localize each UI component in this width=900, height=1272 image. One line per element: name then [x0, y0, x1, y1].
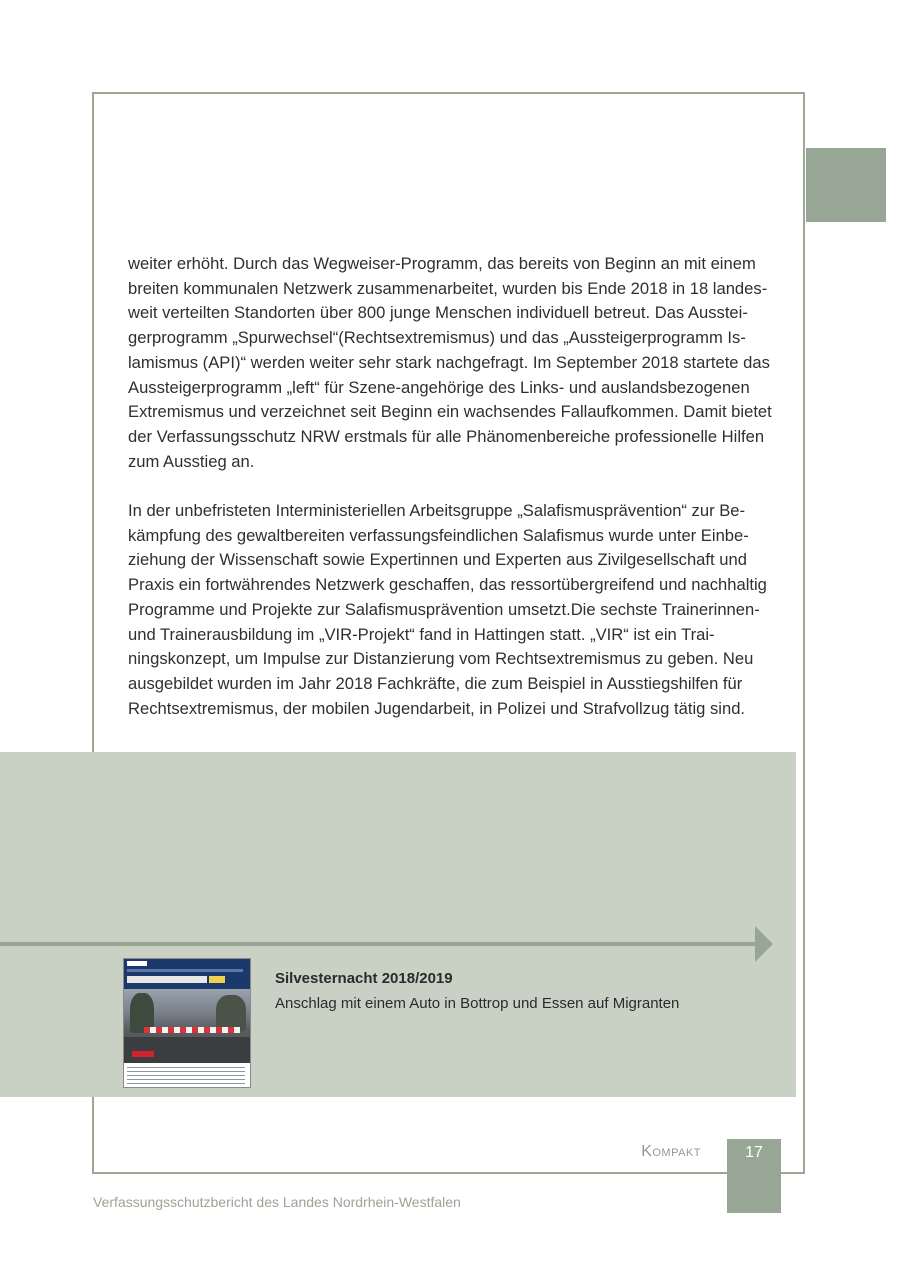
thumbnail-nav: [127, 969, 243, 972]
arrow-line: [0, 942, 758, 946]
arrow-right-icon: [755, 926, 773, 962]
thumbnail-logo: [127, 961, 147, 966]
thumbnail-tree-right: [216, 995, 246, 1031]
page-number: 17: [745, 1144, 763, 1161]
info-box-title: Silvesternacht 2018/2019: [275, 970, 453, 987]
thumbnail-button: [209, 976, 225, 983]
page-number-box: [727, 1139, 781, 1213]
running-head: Kompakt: [641, 1143, 701, 1160]
thumbnail-road: [124, 1037, 250, 1063]
thumbnail-text-lines: [127, 1067, 245, 1085]
paragraph-1: weiter erhöht. Durch das Wegweiser-Programm, das bereits von Beginn an mit einem breiten kommunalen Netzwerk zusammenarbeitet, wurden bis Ende 2018 in 18 landesweit verteilten Standorten über 800 junge Menschen individuell betreut. Das Aussteigerprogramm „Spurwechsel“(Rechtsextremismus) und das „Aussteigerprogramm Islamismus (API)“ werden weiter sehr stark nachgefragt. Im September 2018 startete das Aussteigerprogramm „left“ für Szene‑angehörige des Links- und auslandsbezogenen Extremismus und verzeichnet seit Beginn ein wachsendes Fallaufkommen. Damit bietet der Verfassungsschutz NRW erstmals für alle Phänomenbereiche professionelle Hilfen zum Ausstieg an.: [128, 254, 772, 471]
main-text: [128, 252, 788, 721]
side-tab-marker: [806, 148, 886, 222]
thumbnail-barrier: [144, 1027, 240, 1033]
website-screenshot-thumbnail: [123, 958, 251, 1088]
publication-footer: Verfassungsschutzbericht des Landes Nordrhein-Westfalen: [93, 1194, 461, 1210]
thumbnail-search: [127, 976, 207, 983]
info-band: [0, 752, 796, 1097]
info-box-subtitle: Anschlag mit einem Auto in Bottrop und Essen auf Migranten: [275, 995, 680, 1012]
paragraph-2: In der unbefristeten Interministeriellen Arbeitsgruppe „Salafismusprävention“ zur Bekämpfung des gewaltbereiten verfassungsfeindlichen Salafismus wurde unter Einbeziehung der Wissenschaft sowie Expertinnen und Experten aus Zivilgesellschaft und Praxis ein fortwährendes Netzwerk geschaffen, das ressortübergreifend und nachhaltig Programme und Projekte zur Salafismusprävention umsetzt.Die sechste Trainerinnen- und Trainerausbildung im „VIR-Projekt“ fand in Hattingen statt. „VIR“ ist ein Trainingskonzept, um Impulse zur Distanzierung vom Rechtsextremismus zu geben. Neu ausgebildet wurden im Jahr 2018 Fachkräfte, die zum Beispiel in Ausstiegshilfen für Rechtsextremismus, der mobilen Jugendarbeit, in Polizei und Strafvollzug tätig sind.: [128, 501, 767, 718]
thumbnail-red-label: [132, 1051, 154, 1057]
